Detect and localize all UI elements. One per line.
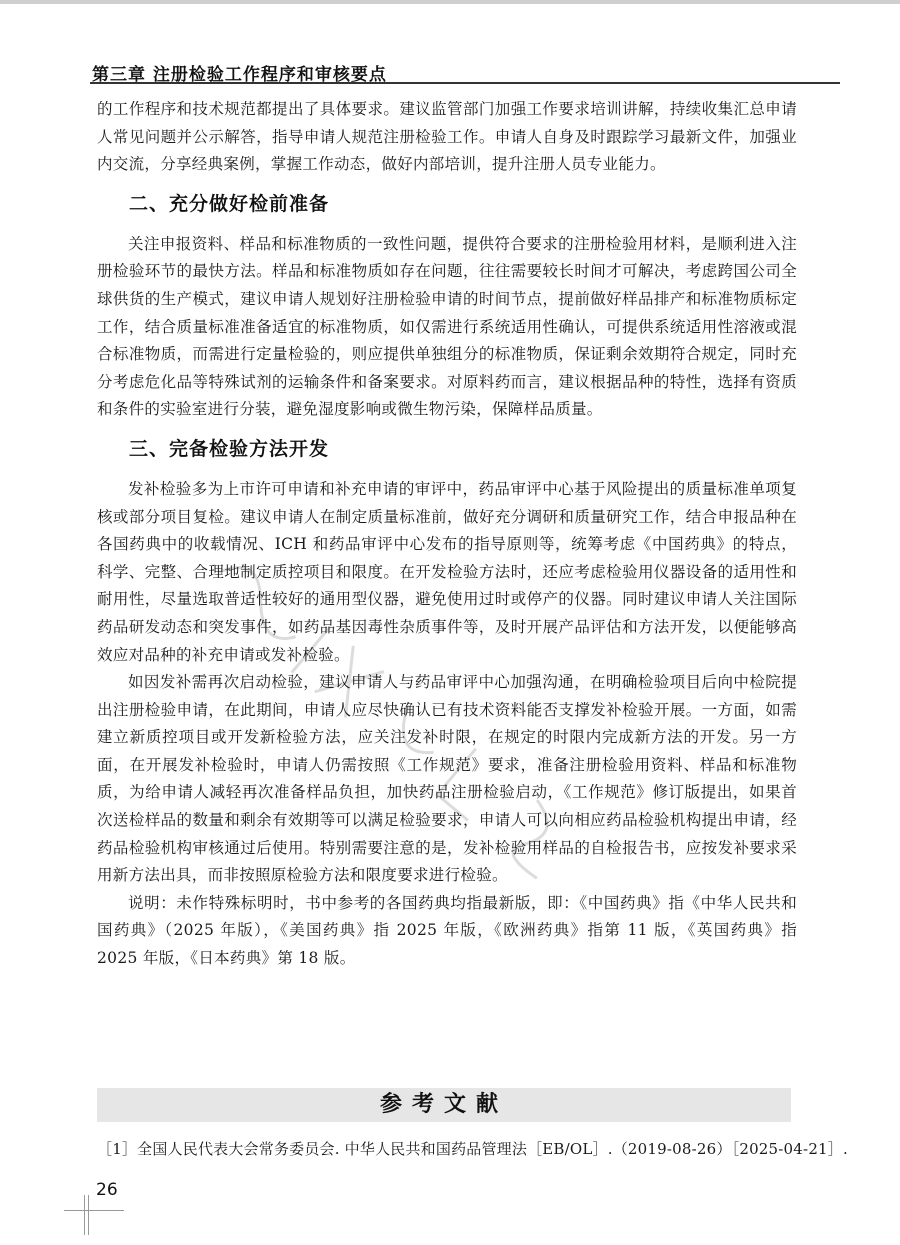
section-3-paragraph-2: 如因发补需再次启动检验，建议申请人与药品审评中心加强沟通，在明确检验项目后向中检院提出注册检验申请，在此期间，申请人应尽快确认已有技术资料能否支撑发补检验开展。一方面，如需建立新质控项目或开发新检验方法，应关注发补时限，在规定的时限内完成新方法的开发。另一方面，在开展发补检验时，申请人仍需按照《工作规范》要求，准备注册检验用资料、样品和标准物质，为给申请人减轻再次准备样品负担，加快药品注册检验启动，《工作规范》修订版提出，如果首次送检样品的数量和剩余有效期等可以满足检验要求，申请人可以向相应药品检验机构提出申请，经药品检验机构审核通过后使用。特别需要注意的是，发补检验用样品的自检报告书，应按发补要求采用新方法出具，而非按照原检验方法和限度要求进行检验。 <box>97 673 797 885</box>
references-title: 参考文献 <box>379 1092 508 1117</box>
crop-mark <box>84 1195 85 1235</box>
references-banner <box>97 1088 791 1122</box>
chapter-title: 第三章 注册检验工作程序和审核要点 <box>92 65 387 85</box>
crop-mark <box>88 1195 89 1235</box>
main-text <box>97 96 797 973</box>
section-heading-3: 三、完备检验方法开发 <box>129 437 330 460</box>
reference-item: ［1］全国人民代表大会常务委员会. 中华人民共和国药品管理法［EB/OL］.（2019-08-26）［2025-04-21］. <box>97 1140 848 1158</box>
section-2-paragraph: 关注申报资料、样品和标准物质的一致性问题，提供符合要求的注册检验用材料，是顺利进入注册检验环节的最快方法。样品和标准物质如存在问题，往往需要较长时间才可解决，考虑跨国公司全球供货的生产模式，建议申请人规划好注册检验申请的时间节点，提前做好样品排产和标准物质标定工作，结合质量标准准备适宜的标准物质，如仅需进行系统适用性确认，可提供系统适用性溶液或混合标准物质，而需进行定量检验的，则应提供单独组分的标准物质，保证剩余效期符合规定，同时充分考虑危化品等特殊试剂的运输条件和备案要求。对原料药而言，建议根据品种的特性，选择有资质和条件的实验室进行分装，避免湿度影响或微生物污染，保障样品质量。 <box>97 234 797 419</box>
note-paragraph: 说明：未作特殊标明时，书中参考的各国药典均指最新版，即：《中国药典》指《中华人民共和国药典》（2025 年版），《美国药典》指 2025 年版，《欧洲药典》指第 11 版，《英国药典》指 2025 年版，《日本药典》第 18 版。 <box>97 893 797 968</box>
top-rule <box>0 0 900 4</box>
running-header <box>90 52 840 84</box>
section-heading-2: 二、充分做好检前准备 <box>129 192 330 215</box>
section-3-paragraph-1: 发补检验多为上市许可申请和补充申请的审评中，药品审评中心基于风险提出的质量标准单项复核或部分项目复检。建议申请人在制定质量标准前，做好充分调研和质量研究工作，结合申报品种在各国药典中的收载情况、ICH 和药品审评中心发布的指导原则等，统筹考虑《中国药典》的特点，科学、完整、合理地制定质控项目和限度。在开发检验方法时，还应考虑检验用仪器设备的适用性和耐用性，尽量选取普适性较好的通用型仪器，避免使用过时或停产的仪器。同时建议申请人关注国际药品研发动态和突发事件，如药品基因毒性杂质事件等，及时开展产品评估和方法开发，以便能够高效应对品种的补充申请或发补检验。 <box>97 479 797 664</box>
page-number: 26 <box>96 1180 118 1200</box>
intro-paragraph: 的工作程序和技术规范都提出了具体要求。建议监管部门加强工作要求培训讲解，持续收集汇总申请人常见问题并公示解答，指导申请人规范注册检验工作。申请人自身及时跟踪学习最新文件，加强业内交流，分享经典案例，掌握工作动态，做好内部培训，提升注册人员专业能力。 <box>97 100 797 174</box>
crop-mark <box>64 1210 124 1211</box>
